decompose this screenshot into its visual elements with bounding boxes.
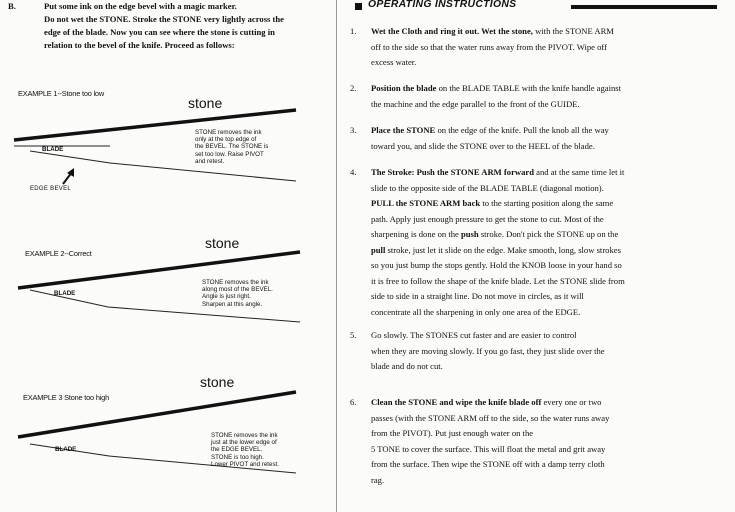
example-1-edge-bevel-label: EDGE BEVEL [30, 186, 72, 192]
step-line: rag. [371, 474, 385, 485]
example-3-stone-label: stone [200, 374, 235, 390]
step-line [371, 81, 721, 97]
step-line [371, 243, 721, 259]
header-rule [571, 5, 717, 9]
step-line: from the PIVOT). Put just enough water on the [371, 428, 534, 438]
header-title: OPERATING INSTRUCTIONS [368, 0, 517, 10]
step-text: and at the same time let it [533, 167, 625, 177]
step-text: on the BLADE TABLE with the knife handle against [436, 83, 622, 93]
step-line [371, 24, 721, 40]
example-3-blade-label: BLADE [55, 446, 77, 453]
step-body [371, 24, 721, 71]
step-lead: The Stroke: Push the STONE ARM forward [371, 167, 534, 177]
step-line: off to the side so that the water runs away from the PIVOT. Wipe off [371, 41, 608, 52]
step-number: 5. [350, 330, 357, 340]
step-line: passes (with the STONE ARM off to the side, so the water runs away [371, 412, 610, 423]
example-1-blade-label: BLADE [42, 146, 64, 153]
step-b-letter: B. [8, 1, 16, 11]
step-emphasis: push [460, 229, 479, 239]
example-3-note-line: the EDGE BEVEL. [211, 446, 263, 454]
example-1-note-line: the BEVEL. The STONE is [195, 143, 269, 151]
example-3-note-line: just at the lower edge of [211, 439, 277, 447]
step-b-line: relation to the bevel of the knife. Proceed as follows: [44, 40, 235, 50]
step-text: with the STONE ARM [532, 26, 614, 36]
step-line: excess water. [371, 57, 417, 67]
step-line: Go slowly. The STONES cut faster and are easier to control [371, 330, 577, 340]
example-3-note-line: STONE removes the ink [211, 432, 278, 439]
step-line [371, 165, 721, 181]
step-line [371, 123, 721, 139]
step-number: 6. [350, 397, 357, 407]
example-1-note-line: and retest. [195, 157, 225, 165]
column-divider [336, 0, 337, 512]
step-number: 2. [350, 83, 357, 93]
left-column [0, 0, 335, 512]
step-line: toward you, and slide the STONE over to the HEEL of the blade. [371, 140, 595, 151]
example-1-note-line: set too low. Raise PIVOT [195, 150, 264, 158]
example-2-blade-label: BLADE [54, 290, 76, 297]
example-3-diagram [0, 0, 336, 512]
step-line: concentrate all the sharpening in only one area of the EDGE. [371, 306, 581, 317]
step-emphasis: PULL the STONE ARM back [371, 198, 481, 208]
step-text: on the edge of the knife. Pull the knob all the way [435, 125, 609, 135]
step-b-line: Do not wet the STONE. Stroke the STONE very lightly across the [44, 14, 284, 24]
example-1-note-line: STONE removes the ink [195, 129, 262, 136]
step-lead: Place the STONE [371, 125, 436, 135]
step-line: it is free to follow the shape of the knife blade. Let the STONE slide from [371, 275, 625, 286]
example-3-note [211, 432, 279, 468]
example-2-title: EXAMPLE 2--Correct [25, 249, 92, 258]
example-1-stone-label: stone [188, 95, 223, 111]
step-body [371, 123, 721, 154]
example-2-stone-label: stone [205, 235, 240, 251]
step-line [371, 227, 721, 243]
example-2-note-line: Sharpen at this angle. [202, 300, 263, 308]
step-line [371, 196, 721, 212]
step-body [371, 165, 721, 320]
step-number: 4. [350, 167, 357, 177]
step-body [371, 81, 721, 112]
step-line: so you just bump the stops gently. Hold the KNOB loose in your hand so [371, 260, 622, 270]
step-lead: Wet the Cloth and ring it out. Wet the stone, [371, 26, 533, 36]
step-line [371, 395, 721, 411]
example-2-note-line: along most of the BEVEL. [202, 286, 273, 294]
step-body [371, 395, 721, 488]
step-number: 3. [350, 125, 357, 135]
step-line: path. Apply just enough pressure to get the stone to cut. Most of the [371, 213, 604, 224]
step-line: blade and do not cut. [371, 361, 443, 371]
step-b-line: edge of the blade. Now you can see where the stone is cutting in [44, 27, 275, 37]
step-lead: Position the blade [371, 83, 437, 93]
step-text: stroke, just let it slide on the edge. Make smooth, long, slow strokes [385, 244, 621, 255]
step-line: from the surface. Then wipe the STONE off with a damp terry cloth [371, 459, 605, 469]
step-text: stroke. Don't pick the STONE up on the [478, 229, 619, 239]
step-emphasis: pull [371, 244, 386, 255]
example-2-note-line: Angle is just right. [202, 293, 251, 301]
step-text: every one or two [541, 397, 602, 407]
example-1-note-line: only at the top edge of [195, 136, 257, 144]
example-2-note-line: STONE removes the ink [202, 279, 269, 286]
step-number: 1. [350, 26, 357, 36]
step-b-line: Put some ink on the edge bevel with a magic marker. [44, 1, 237, 11]
step-line: when they are moving slowly. If you go fast, they just slide over the [371, 345, 605, 356]
step-text: to the starting position along the same [480, 198, 614, 208]
example-3-title: EXAMPLE 3 Stone too high [23, 393, 109, 402]
step-text: sharpening is done on the [371, 229, 461, 239]
step-body [371, 328, 721, 375]
step-line: slide to the opposite side of the BLADE TABLE (diagonal motion). [371, 182, 604, 193]
step-line: side to side in a straight line. Do not move in circles, as it will [371, 291, 584, 301]
example-3-note-line: STONE is too high. [211, 453, 264, 461]
example-1-title: EXAMPLE 1--Stone too low [18, 89, 104, 98]
step-line: the machine and the edge parallel to the front of the GUIDE. [371, 98, 580, 109]
step-lead: Clean the STONE and wipe the knife blade off [371, 397, 542, 407]
example-3-note-line: Lower PIVOT and retest. [211, 460, 279, 468]
operating-instructions-header [355, 0, 717, 12]
step-line: 5 TONE to cover the surface. This will float the metal and grit away [371, 443, 606, 454]
example-3-stone-line [18, 392, 296, 437]
header-square-bullet [355, 3, 362, 10]
